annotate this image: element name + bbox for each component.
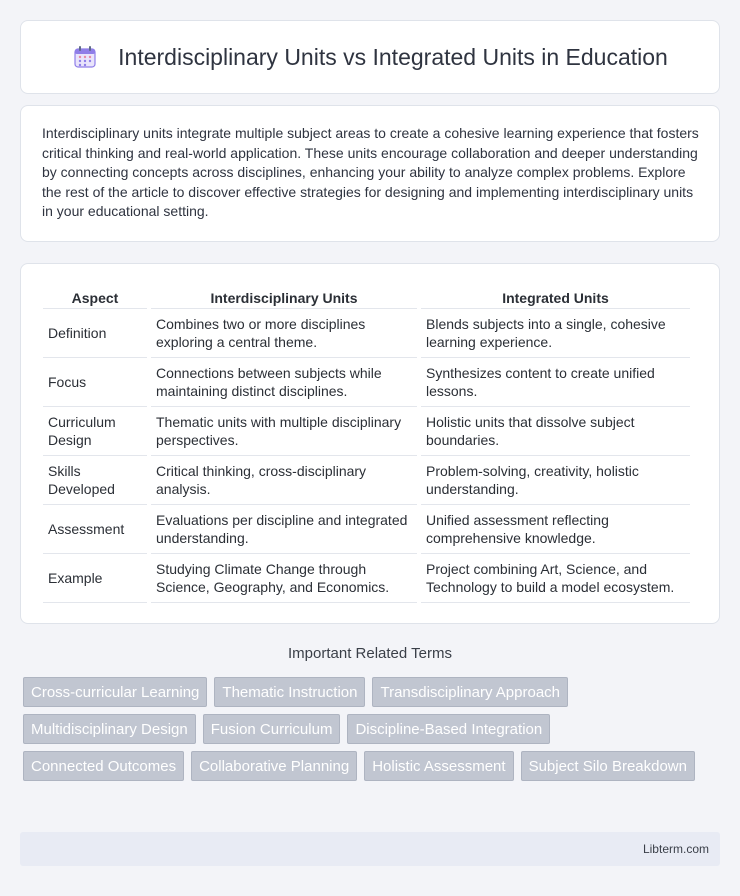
footer — [20, 832, 720, 866]
table-row — [43, 456, 690, 505]
row-integrated: Holistic units that dissolve subject boundaries. — [421, 407, 690, 456]
related-terms-list — [23, 677, 713, 788]
footer-site-link[interactable]: Libterm.com — [642, 842, 709, 856]
term-tag[interactable]: Fusion Curriculum — [203, 714, 341, 744]
term-tag[interactable]: Collaborative Planning — [191, 751, 357, 781]
row-interdisciplinary: Critical thinking, cross-disciplinary analysis. — [151, 456, 417, 505]
comparison-card — [20, 263, 720, 624]
row-aspect: Curriculum Design — [43, 407, 147, 456]
term-tag[interactable]: Multidisciplinary Design — [23, 714, 196, 744]
row-integrated: Unified assessment reflecting comprehensive knowledge. — [421, 505, 690, 554]
comparison-table — [39, 284, 694, 603]
row-aspect: Assessment — [43, 505, 147, 554]
row-interdisciplinary: Evaluations per discipline and integrated understanding. — [151, 505, 417, 554]
column-header-aspect: Aspect — [43, 284, 147, 309]
table-header-row — [43, 284, 690, 309]
term-tag[interactable]: Connected Outcomes — [23, 751, 184, 781]
table-row — [43, 407, 690, 456]
term-tag[interactable]: Subject Silo Breakdown — [521, 751, 695, 781]
term-tag[interactable]: Transdisciplinary Approach — [372, 677, 568, 707]
row-integrated: Problem-solving, creativity, holistic understanding. — [421, 456, 690, 505]
row-aspect: Definition — [43, 309, 147, 358]
row-interdisciplinary: Combines two or more disciplines exploring a central theme. — [151, 309, 417, 358]
row-interdisciplinary: Studying Climate Change through Science, Geography, and Economics. — [151, 554, 417, 603]
row-aspect: Example — [43, 554, 147, 603]
term-tag[interactable]: Thematic Instruction — [214, 677, 365, 707]
table-row — [43, 358, 690, 407]
row-interdisciplinary: Connections between subjects while maintaining distinct disciplines. — [151, 358, 417, 407]
table-row — [43, 505, 690, 554]
row-aspect: Skills Developed — [43, 456, 147, 505]
column-header-integrated: Integrated Units — [421, 284, 690, 309]
term-tag[interactable]: Holistic Assessment — [364, 751, 513, 781]
row-integrated: Project combining Art, Science, and Technology to build a model ecosystem. — [421, 554, 690, 603]
intro-card — [20, 105, 720, 242]
row-integrated: Blends subjects into a single, cohesive learning experience. — [421, 309, 690, 358]
row-aspect: Focus — [43, 358, 147, 407]
related-terms-heading: Important Related Terms — [288, 645, 452, 662]
intro-text: Interdisciplinary units integrate multiple subject areas to create a cohesive learning experience that fosters critical thinking and real-world application. These units encourage collaboration and deeper understanding by connecting concepts across disciplines, enhancing your ability to analyze complex problems. Explore the rest of the article to discover effective strategies for designing and implementing interdisciplinary units in your educational setting. — [42, 125, 699, 219]
row-integrated: Synthesizes content to create unified lessons. — [421, 358, 690, 407]
table-row — [43, 309, 690, 358]
title-card — [20, 20, 720, 94]
calendar-icon — [72, 44, 98, 70]
term-tag[interactable]: Discipline-Based Integration — [347, 714, 550, 744]
column-header-interdisciplinary: Interdisciplinary Units — [151, 284, 417, 309]
table-row — [43, 554, 690, 603]
row-interdisciplinary: Thematic units with multiple disciplinary perspectives. — [151, 407, 417, 456]
page-title: Interdisciplinary Units vs Integrated Units in Education — [118, 43, 668, 70]
term-tag[interactable]: Cross-curricular Learning — [23, 677, 207, 707]
